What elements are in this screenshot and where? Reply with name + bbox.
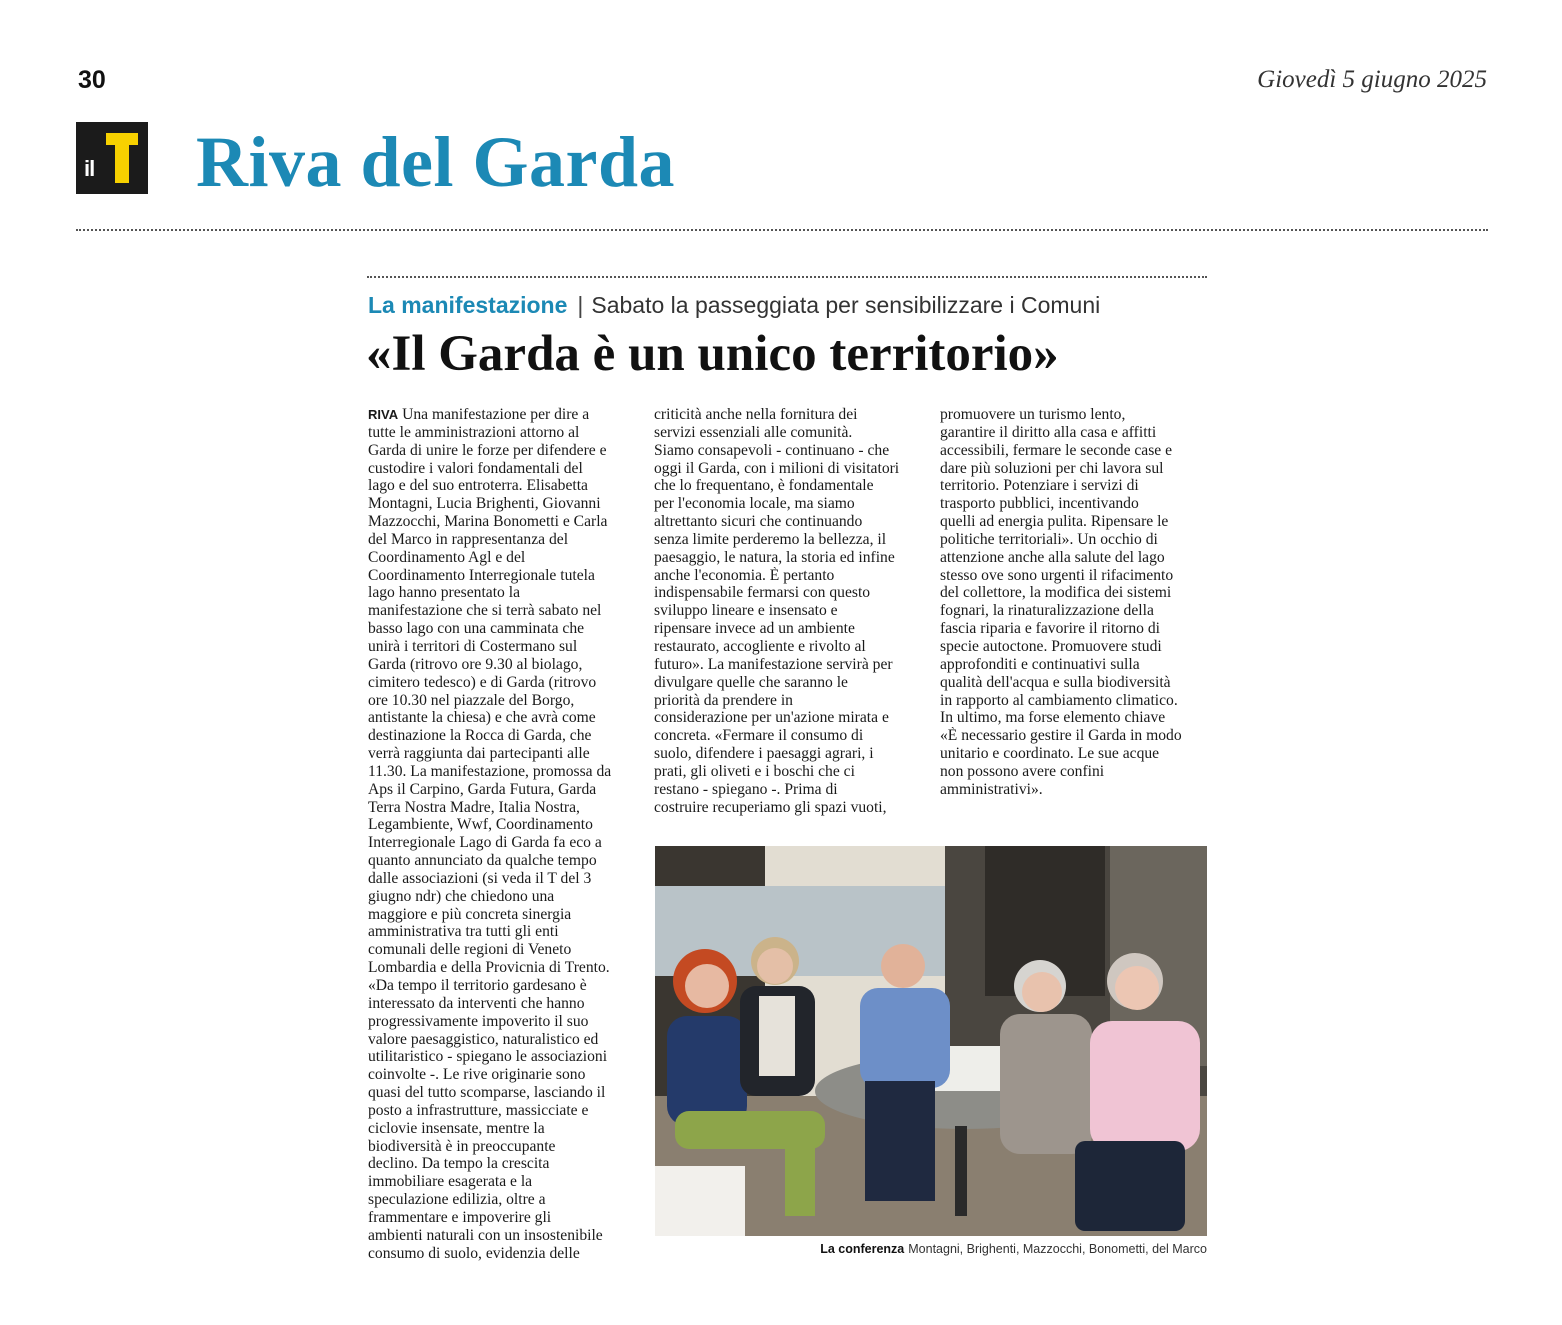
article-text-line: paesaggio, le natura, la storia ed infine: [654, 548, 895, 566]
article-text-line: lago hanno presentato la: [368, 584, 520, 602]
article-text-line: declino. Da tempo la crescita: [368, 1155, 550, 1173]
article-text-line: quasi del tutto scomparse, lasciando il: [368, 1084, 606, 1102]
photo-caption: [655, 1242, 1207, 1256]
article-text-line: territorio. Potenziare i servizi di: [940, 477, 1139, 495]
article-text-line: sviluppo lineare e insensato e: [654, 602, 838, 620]
article-text-line: Legambiente, Wwf, Coordinamento: [368, 816, 593, 834]
article-text-line: approfonditi e continuativi sulla: [940, 655, 1140, 673]
article-text-line: Siamo consapevoli - continuano - che: [654, 441, 890, 459]
article-text-line: maggiore e più concreta sinergia: [368, 905, 572, 923]
article-text-line: Coordinamento Agl e del: [368, 548, 526, 566]
article-text-line: comunali delle regioni di Veneto: [368, 941, 572, 959]
article-text-line: tutte le amministrazioni attorno al: [368, 423, 580, 441]
article-text-line: Mazzocchi, Marina Bonometti e Carla: [368, 513, 608, 531]
kicker-separator: |: [577, 292, 584, 318]
article-text-line: antistante la chiesa) e che avrà come: [368, 709, 596, 727]
article-text-line: immobiliare esagerata e la: [368, 1173, 533, 1191]
article-text-line: che lo frequentano, è fondamentale: [654, 477, 874, 495]
article-text-line: accessibili, fermare le seconde case e: [940, 441, 1173, 459]
article-text-line: biodiversità è in preoccupante: [368, 1137, 556, 1155]
article-text-line: unitario e coordinato. Le sue acque: [940, 745, 1160, 763]
article-text-line: verrà raggiunta dai partecipanti alle: [368, 745, 590, 763]
article-text-line: RIVA Una manifestazione per dire a: [368, 406, 590, 423]
article-text-line: politiche territoriali». Un occhio di: [940, 530, 1158, 548]
article-text-line: progressivamente impoverito il suo: [368, 1012, 589, 1030]
article-text-line: 11.30. La manifestazione, promossa da: [368, 762, 612, 780]
article-text-line: trasporto pubblici, incentivando: [940, 495, 1139, 513]
article-text-line: garantire il diritto alla casa e affitti: [940, 423, 1157, 441]
page-number: 30: [78, 66, 106, 94]
article-text-line: indispensabile fermarsi con questo: [654, 584, 871, 602]
article-text-line: concreta. «Fermare il consumo di: [654, 727, 864, 745]
header-divider: [76, 229, 1488, 231]
article-text-line: amministrativa tra tutti gli enti: [368, 923, 559, 941]
article-text-line: speculazione edilizia, oltre a: [368, 1191, 546, 1209]
article-text-line: Aps il Carpino, Garda Futura, Garda: [368, 780, 597, 798]
article-text-line: destinazione la Rocca di Garda, che: [368, 727, 592, 745]
article-text-line: Montagni, Lucia Brighenti, Giovanni: [368, 495, 601, 513]
article-column-2: [654, 406, 922, 816]
article-text-line: altrettanto sicuri che continuando: [654, 513, 863, 531]
article-divider: [367, 276, 1207, 278]
article-text-line: interessato da interventi che hanno: [368, 994, 585, 1012]
article-text-line: anche l'economia. È pertanto: [654, 566, 835, 584]
dateline: RIVA: [368, 407, 399, 422]
article-headline: «Il Garda è un unico territorio»: [366, 326, 1059, 382]
article-text-line: prati, gli oliveti e i boschi che ci: [654, 762, 855, 780]
logo-t-shape: [106, 133, 138, 183]
article-text-line: non possono avere confini: [940, 762, 1105, 780]
article-kicker: [368, 292, 1100, 319]
article-text-line: Interregionale Lago di Garda fa eco a: [368, 834, 602, 852]
article-text-line: cimitero tedesco) e di Garda (ritrovo: [368, 673, 597, 691]
article-text-line: quanto annunciato da qualche tempo: [368, 852, 597, 870]
article-text-line: dalle associazioni (si veda il T del 3: [368, 869, 592, 887]
article-text-line: consumo di suolo, evidenzia delle: [368, 1244, 580, 1262]
article-text-line: specie autoctone. Promuovere studi: [940, 637, 1162, 655]
article-text-line: dare più soluzioni per chi lavora sul: [940, 459, 1164, 477]
article-text-line: coinvolte -. Le rive originarie sono: [368, 1066, 586, 1084]
article-text-line: quelli ad energia pulita. Ripensare le: [940, 513, 1169, 531]
article-text-line: valore paesaggistico, naturalistico ed: [368, 1030, 599, 1048]
article-text-line: «È necessario gestire il Garda in modo: [940, 727, 1182, 745]
article-text-line: lago e del suo entroterra. Elisabetta: [368, 477, 588, 495]
article-text-line: in rapporto al cambiamento climatico.: [940, 691, 1178, 709]
article-text-line: divulgare quelle che saranno le: [654, 673, 848, 691]
article-text-line: restaurato, accogliente e rivolto al: [654, 637, 866, 655]
article-text-line: Garda (ritrovo ore 9.30 al biolago,: [368, 655, 583, 673]
article-text-line: senza limite perderemo la bellezza, il: [654, 530, 887, 548]
article-text-line: oggi il Garda, con i milioni di visitatori: [654, 459, 900, 477]
article-text-line: promuovere un turismo lento,: [940, 406, 1126, 423]
article-text-line: giugno ndr) che chiedono una: [368, 887, 555, 905]
article-text-line: posto a infrastrutture, massicciate e: [368, 1101, 589, 1119]
article-text-line: amministrativi».: [940, 780, 1043, 798]
newspaper-logo: [76, 122, 148, 194]
article-photo: [655, 846, 1207, 1236]
article-text-line: attenzione anche alla salute del lago: [940, 548, 1165, 566]
article-text-line: restano - spiegano -. Prima di: [654, 780, 838, 798]
article-text-line: ore 10.30 nel piazzale del Borgo,: [368, 691, 575, 709]
article-text-line: frammentare e impoverire gli: [368, 1208, 552, 1226]
article-text-line: Garda di unire le forze per difendere e: [368, 441, 607, 459]
article-text-line: utilitaristico - spiegano le associazioni: [368, 1048, 608, 1066]
article-text-line: qualità dell'acqua e sulla biodiversità: [940, 673, 1171, 691]
article-text-line: custodire i valori fondamentali del: [368, 459, 583, 477]
article-text-line: Lombardia e della Provicnia di Trento.: [368, 959, 610, 977]
article-text-line: ambienti naturali con un insostenibile: [368, 1226, 603, 1244]
article-text-line: futuro». La manifestazione servirà per: [654, 655, 893, 673]
article-text-line: servizi essenziali alle comunità.: [654, 423, 853, 441]
section-title: Riva del Garda: [196, 122, 676, 202]
caption-text: Montagni, Brighenti, Mazzocchi, Bonometti, del Marco: [908, 1242, 1207, 1256]
article-text-line: Coordinamento Interregionale tutela: [368, 566, 595, 584]
article-text-line: criticità anche nella fornitura dei: [654, 406, 858, 423]
article-text-line: considerazione per un'azione mirata e: [654, 709, 889, 727]
article-text-line: «Da tempo il territorio gardesano è: [368, 977, 587, 994]
article-text-line: fognari, la rinaturalizzazione della: [940, 602, 1154, 620]
article-text-line: In ultimo, ma forse elemento chiave: [940, 709, 1166, 727]
article-text-line: costruire recuperiamo gli spazi vuoti,: [654, 798, 887, 816]
article-text-line: manifestazione che si terrà sabato nel: [368, 602, 602, 620]
article-text-line: ciclovie insensate, mentre la: [368, 1119, 545, 1137]
logo-il-text: il: [84, 156, 95, 181]
caption-label: La conferenza: [820, 1242, 905, 1256]
article-text-line: suolo, difendere i paesaggi agrari, i: [654, 745, 874, 763]
article-text-line: del Marco in rappresentanza del: [368, 530, 569, 548]
article-text-line: ripensare invece ad un ambiente: [654, 620, 855, 638]
article-text-line: Terra Nostra Madre, Italia Nostra,: [368, 798, 580, 816]
article-column-1: [368, 406, 636, 1263]
article-column-3: [940, 406, 1208, 799]
article-text-line: fascia riparia e favorire il ritorno di: [940, 620, 1160, 638]
conference-photo-illustration: [655, 846, 1207, 1236]
article-text-line: unirà i territori di Costermano sul: [368, 637, 578, 655]
article-text-line: del collettore, la modifica dei sistemi: [940, 584, 1172, 602]
kicker-label: La manifestazione: [368, 292, 568, 318]
article-text-line: basso lago con una camminata che: [368, 620, 585, 638]
issue-date: Giovedì 5 giugno 2025: [1257, 66, 1487, 93]
article-text-line: stesso ove sono urgenti il rifacimento: [940, 566, 1174, 584]
article-text-line: priorità da prendere in: [654, 691, 793, 709]
kicker-text: Sabato la passeggiata per sensibilizzare i Comuni: [591, 292, 1101, 318]
article-text-line: per l'economia locale, ma siamo: [654, 495, 855, 513]
